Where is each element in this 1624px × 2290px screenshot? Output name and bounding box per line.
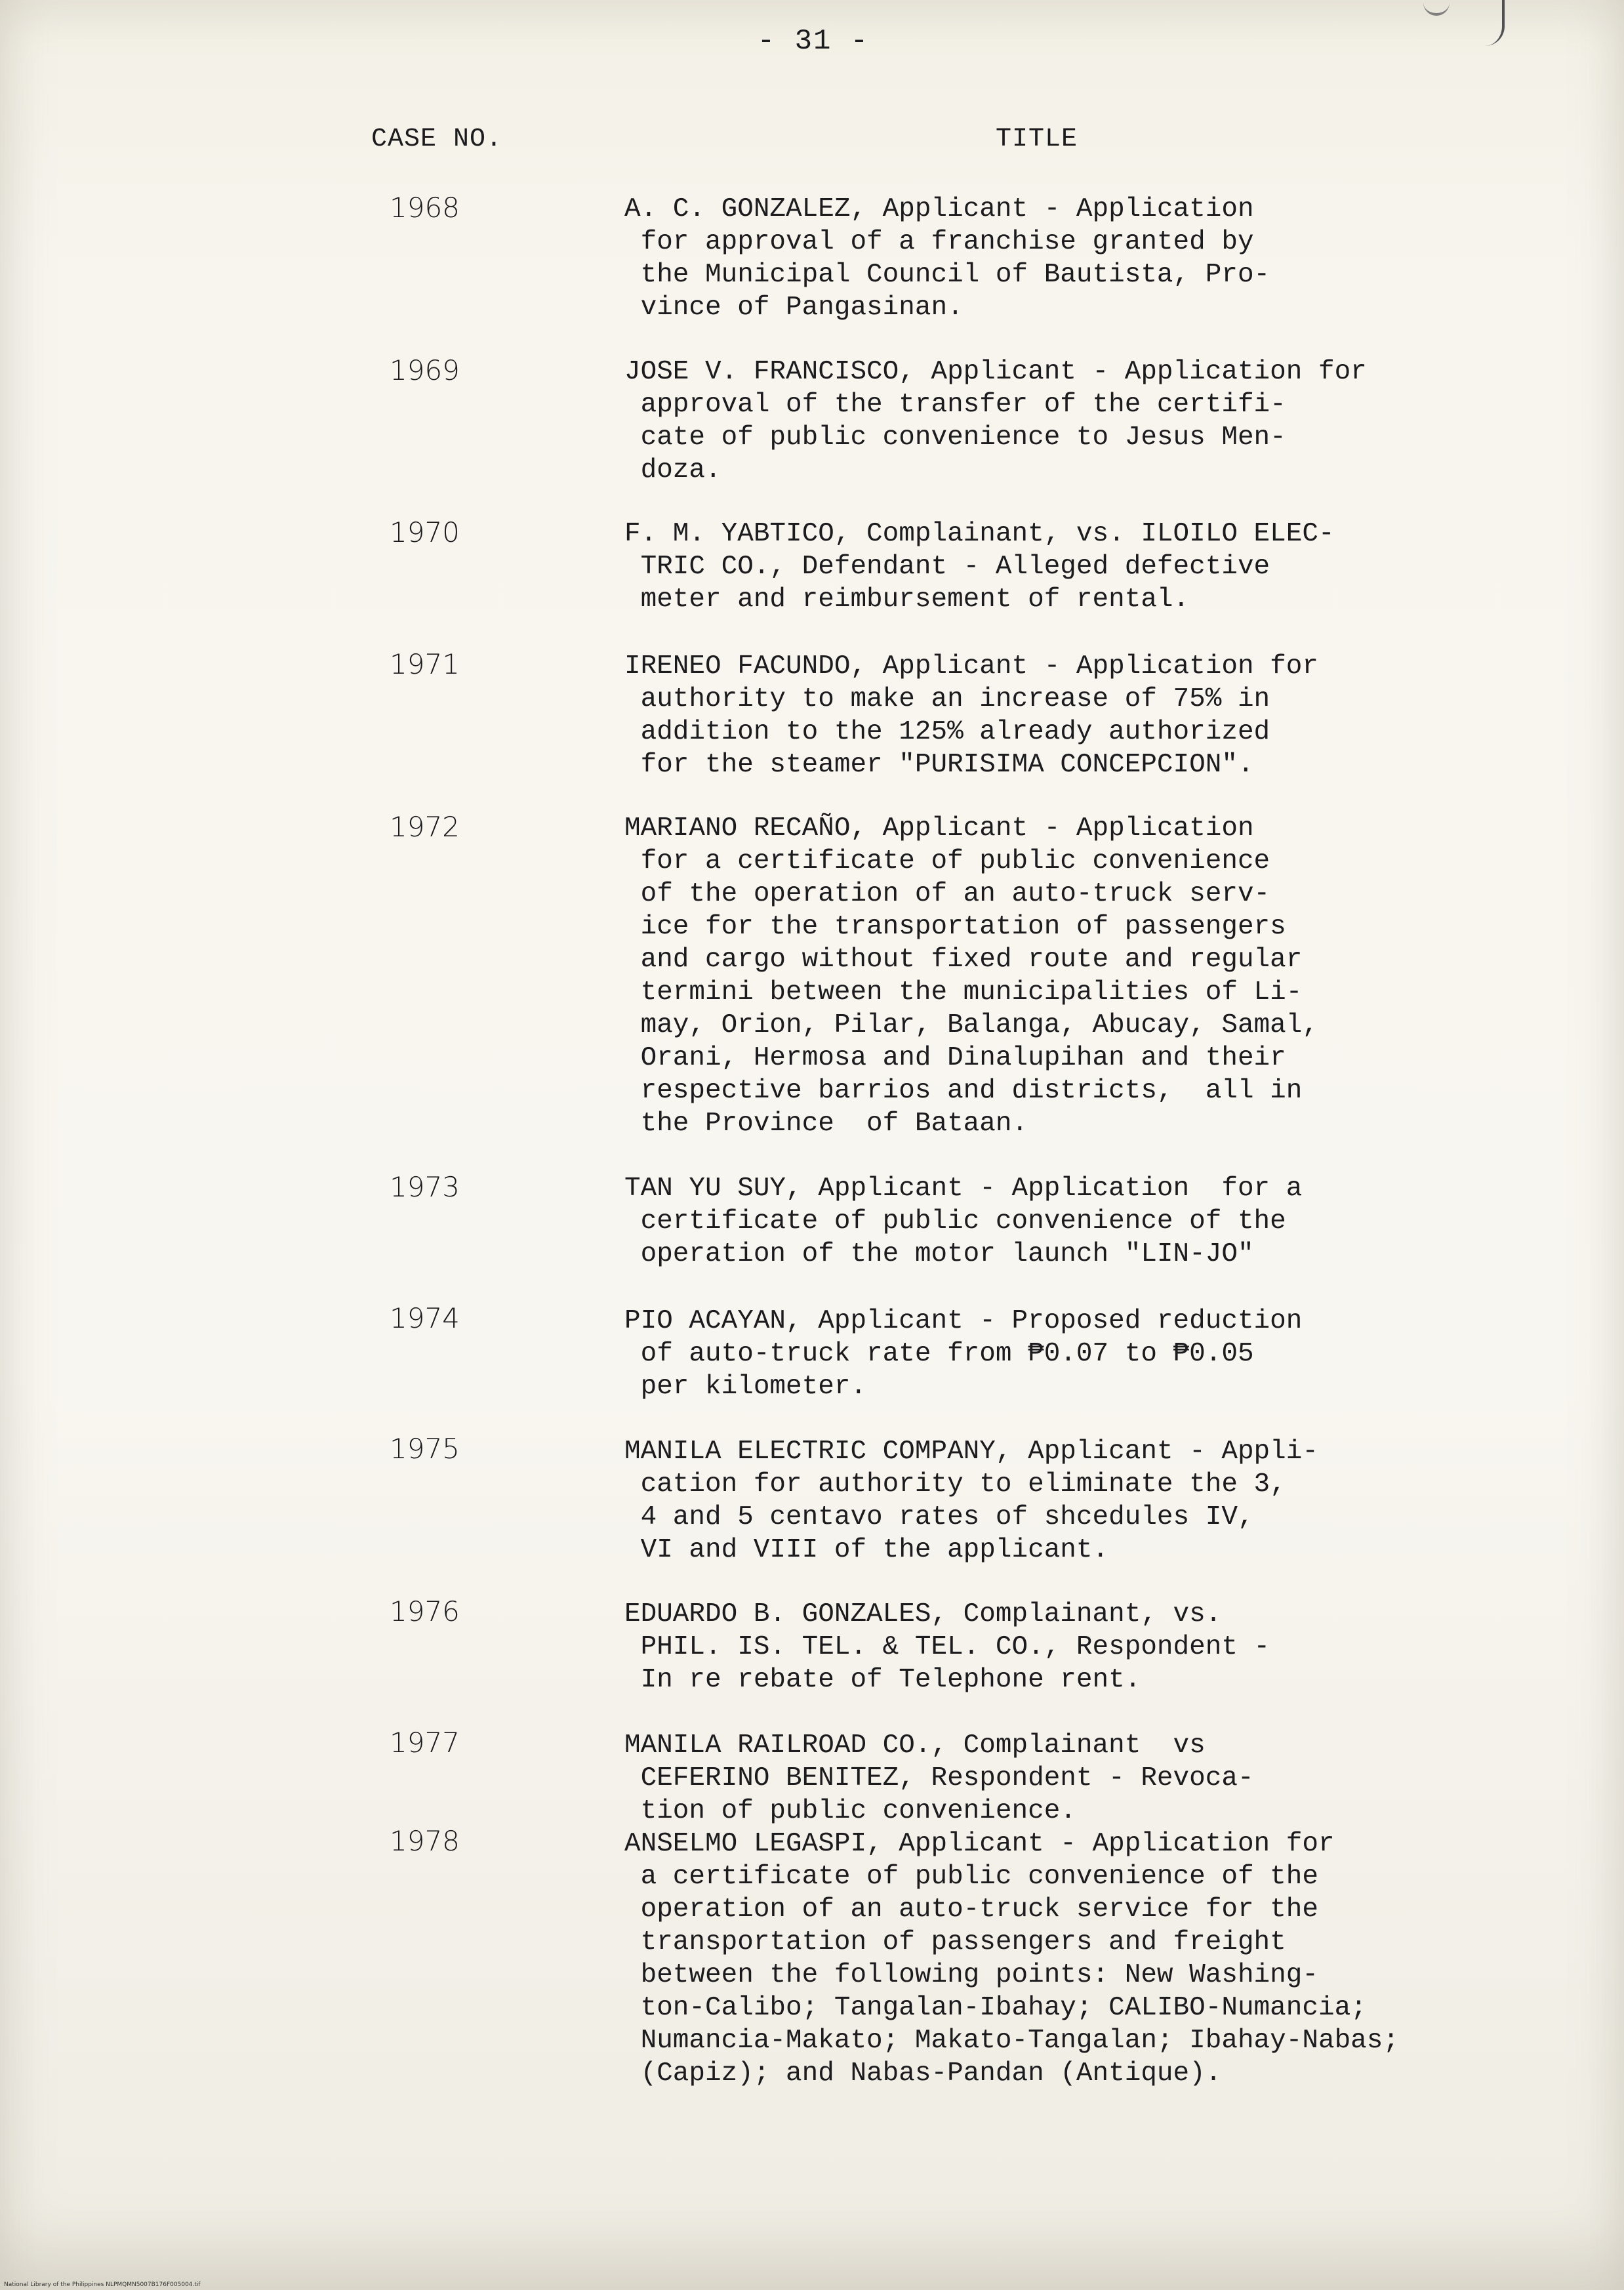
title-line: Numancia-Makato; Makato-Tangalan; Ibahay-Nabas; bbox=[624, 2026, 1399, 2056]
column-header-title: TITLE bbox=[996, 125, 1078, 154]
case-number: 1975 bbox=[390, 1433, 460, 1465]
case-title bbox=[624, 1828, 1399, 2090]
title-line: for the steamer "PURISIMA CONCEPCION". bbox=[624, 750, 1254, 780]
title-line: F. M. YABTICO, Complainant, vs. ILOILO ELEC- bbox=[624, 519, 1335, 549]
title-line: and cargo without fixed route and regular bbox=[624, 945, 1303, 975]
title-line: 4 and 5 centavo rates of shcedules IV, bbox=[624, 1502, 1254, 1532]
title-line: between the following points: New Washing- bbox=[624, 1960, 1318, 1990]
case-number: 1972 bbox=[390, 811, 460, 843]
title-line: MANILA ELECTRIC COMPANY, Applicant - Appli- bbox=[624, 1437, 1318, 1467]
title-line: ice for the transportation of passengers bbox=[624, 912, 1286, 942]
case-number: 1970 bbox=[390, 516, 460, 548]
title-line: A. C. GONZALEZ, Applicant - Application bbox=[624, 194, 1254, 224]
title-line: vince of Pangasinan. bbox=[624, 293, 964, 323]
title-line: JOSE V. FRANCISCO, Applicant - Application for bbox=[624, 357, 1367, 387]
title-line: MARIANO RECAÑO, Applicant - Application bbox=[624, 813, 1254, 844]
page-number: - 31 - bbox=[757, 25, 870, 58]
title-line: a certificate of public convenience of the bbox=[624, 1862, 1318, 1892]
case-title bbox=[624, 518, 1335, 616]
title-line: operation of an auto-truck service for the bbox=[624, 1894, 1318, 1925]
title-line: ANSELMO LEGASPI, Applicant - Application for bbox=[624, 1829, 1335, 1859]
title-line: for approval of a franchise granted by bbox=[624, 227, 1254, 257]
case-number: 1978 bbox=[390, 1825, 460, 1857]
title-line: TRIC CO., Defendant - Alleged defective bbox=[624, 552, 1270, 582]
title-line: approval of the transfer of the certifi- bbox=[624, 390, 1286, 420]
title-line: VI and VIII of the applicant. bbox=[624, 1535, 1109, 1565]
title-line: meter and reimbursement of rental. bbox=[624, 584, 1190, 615]
case-number: 1974 bbox=[390, 1302, 460, 1334]
title-line: may, Orion, Pilar, Balanga, Abucay, Samal, bbox=[624, 1010, 1318, 1040]
title-line: of the operation of an auto-truck serv- bbox=[624, 879, 1270, 909]
title-line: PHIL. IS. TEL. & TEL. CO., Respondent - bbox=[624, 1632, 1270, 1662]
title-line: termini between the municipalities of Li- bbox=[624, 977, 1303, 1008]
title-line: PIO ACAYAN, Applicant - Proposed reduction bbox=[624, 1306, 1303, 1336]
title-line: doza. bbox=[624, 455, 721, 485]
title-line: per kilometer. bbox=[624, 1372, 867, 1402]
case-title bbox=[624, 650, 1318, 781]
case-title bbox=[624, 193, 1270, 324]
case-title bbox=[624, 812, 1318, 1140]
title-line: for a certificate of public convenience bbox=[624, 846, 1270, 876]
column-header-case-no: CASE NO. bbox=[371, 125, 503, 154]
case-title bbox=[624, 356, 1367, 487]
case-number: 1969 bbox=[390, 354, 460, 386]
title-line: Orani, Hermosa and Dinalupihan and their bbox=[624, 1043, 1286, 1073]
corner-pen-mark-stroke bbox=[1482, 0, 1505, 46]
case-number: 1968 bbox=[390, 192, 460, 224]
title-line: cate of public convenience to Jesus Men- bbox=[624, 422, 1286, 453]
title-line: of auto-truck rate from ₱0.07 to ₱0.05 bbox=[624, 1339, 1254, 1369]
title-line: EDUARDO B. GONZALES, Complainant, vs. bbox=[624, 1599, 1222, 1629]
title-line: tion of public convenience. bbox=[624, 1796, 1076, 1826]
title-line: certificate of public convenience of the bbox=[624, 1206, 1286, 1237]
corner-pen-mark bbox=[1423, 0, 1450, 16]
case-title bbox=[624, 1729, 1254, 1828]
title-line: transportation of passengers and freight bbox=[624, 1927, 1286, 1957]
title-line: the Municipal Council of Bautista, Pro- bbox=[624, 260, 1270, 290]
title-line: TAN YU SUY, Applicant - Application for a bbox=[624, 1174, 1303, 1204]
title-line: the Province of Bataan. bbox=[624, 1109, 1028, 1139]
title-line: In re rebate of Telephone rent. bbox=[624, 1665, 1141, 1695]
title-line: IRENEO FACUNDO, Applicant - Application for bbox=[624, 651, 1318, 682]
case-title bbox=[624, 1435, 1318, 1566]
title-line: respective barrios and districts, all in bbox=[624, 1076, 1303, 1106]
title-line: operation of the motor launch "LIN-JO" bbox=[624, 1239, 1254, 1269]
case-number: 1976 bbox=[390, 1595, 460, 1627]
case-number: 1971 bbox=[390, 648, 460, 680]
case-title bbox=[624, 1172, 1302, 1271]
case-number: 1973 bbox=[390, 1171, 460, 1203]
case-title bbox=[624, 1305, 1302, 1403]
title-line: addition to the 125% already authorized bbox=[624, 717, 1270, 747]
title-line: MANILA RAILROAD CO., Complainant vs bbox=[624, 1730, 1206, 1761]
title-line: authority to make an increase of 75% in bbox=[624, 684, 1270, 714]
title-line: CEFERINO BENITEZ, Respondent - Revoca- bbox=[624, 1763, 1254, 1793]
title-line: (Capiz); and Nabas-Pandan (Antique). bbox=[624, 2058, 1222, 2089]
scan-footer: National Library of the Philippines NLPMQMN5007B176F005004.tif bbox=[4, 2281, 201, 2288]
title-line: cation for authority to eliminate the 3, bbox=[624, 1469, 1286, 1500]
case-title bbox=[624, 1598, 1270, 1696]
title-line: ton-Calibo; Tangalan-Ibahay; CALIBO-Numancia; bbox=[624, 1993, 1367, 2023]
case-number: 1977 bbox=[390, 1727, 460, 1759]
